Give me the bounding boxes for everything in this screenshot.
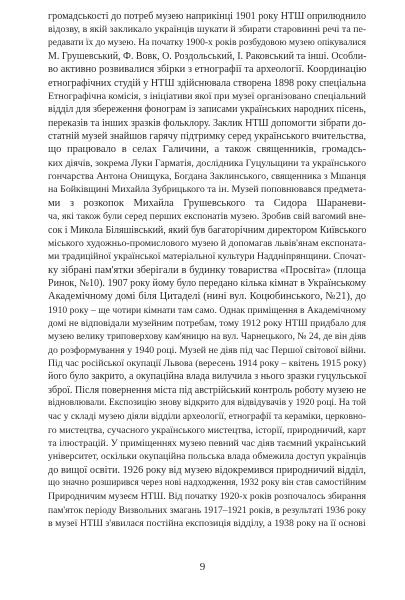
text-line: зброї. Після повернення міста під австрійський контроль роботу музею не: [48, 384, 367, 396]
text-line: в музеї НТШ з'явилася постійна експозиція відділу, а 1938 року на її основі: [48, 518, 366, 530]
text-line: музею велику триповерхову кам'яницю на вул. Чарнецького, № 24, де він діяв: [48, 331, 366, 343]
text-line: ку зібрані пам'ятки зберігали в будинку товариства «Просвіта» (площа: [48, 264, 366, 276]
body-text: [48, 10, 366, 530]
text-line: ми з розкопок Михайла Грушевського та Сидора Шараневи-: [48, 197, 366, 209]
text-line: гончарства Антона Онищука, Богдана Заклинського, священника з Мшанця: [48, 171, 366, 183]
text-line: що працювало в селах Галичини, а також священників, громадсь-: [48, 144, 366, 156]
text-line: до вищої освіти. 1926 року від музею відокремився природничий відділ,: [48, 464, 366, 476]
text-line: час у складі музею діяли відділи археології, етнографії та кераміки, церковно-: [48, 411, 366, 423]
text-line: університет, оскільки окупаційна польська влада обмежила доступ українців: [48, 451, 367, 463]
text-line: Ринок, №10). 1907 року йому було передано кілька кімнат в Українському: [48, 277, 366, 289]
text-line: 1910 року – ще чотири кімнати там само. Однак приміщення в Академічному: [48, 304, 366, 316]
text-line: етнографічних студій у НТШ здійснювала створена 1898 року спеціальна: [48, 77, 366, 89]
text-line: домі не відповідали музейним потребам, тому 1912 року НТШ придбало для: [48, 317, 366, 329]
page-number: 9: [199, 561, 206, 573]
text-line: його було закрито, а окупаційна влада вилучила з нього зразки гуцульської: [48, 371, 367, 383]
text-line: редавати їх до музею. На початку 1900-х років розбудовою музею опікувалися: [48, 37, 366, 48]
text-line: міського художньо-промислового музею й допомагав львів'янам експоната-: [48, 237, 366, 249]
text-line: переказів та інших зразків фольклору. Заклик НТШ допомогти зібрати до-: [48, 117, 366, 129]
text-line: до розформування у 1940 році. Музей не діяв під час Першої світової війни.: [48, 344, 366, 356]
text-line: відозву, в якій закликало українців шукати й збирати старовинні речі та пе-: [48, 24, 367, 36]
text-line: Академічному домі біля Цитаделі (нині вул. Коцюбинського, №21), до: [48, 291, 366, 303]
text-line: ми традиційної української матеріальної культури Наддніпрянщини. Спочат-: [48, 251, 366, 263]
text-line: ких діячів, зокрема Луки Гарматія, дослідника Гуцульщини та українського: [48, 157, 366, 169]
text-line: Етнографічна комісія, з ініціативи якої при музеї організовано спеціальний: [48, 91, 366, 103]
text-line: Під час російської окупації Львова (вересень 1914 року – квітень 1915 року): [48, 357, 366, 369]
text-line: та ілюстрацій. У приміщеннях музею певний час діяв таємний український: [48, 438, 366, 449]
text-line: Природничим музеєм НТШ. Від початку 1920-х років розпочалось збирання: [48, 491, 366, 503]
text-line: громадськості до потреб музею наприкінці 1901 року НТШ оприлюднило: [48, 11, 366, 22]
text-line: пам'яток періоду Визвольних змагань 1917–1921 років, в результаті 1936 року: [48, 504, 366, 516]
text-line: відділ для збереження фонограм із записами українських народних пісень,: [48, 104, 366, 116]
text-line: відновлювали. Експозицію знову відкрито для відвідувачів у 1920 році. На той: [48, 397, 366, 408]
text-line: на Бойківщині Михайла Зубрицького та ін. Музей поповнювався предмета-: [48, 184, 366, 196]
text-line: М. Грушевський, Ф. Вовк, О. Роздольський, І. Раковський та інші. Особли-: [48, 51, 367, 63]
text-line: го мистецтва, сучасного українського мистецтва, історії, природничий, карт: [48, 424, 367, 436]
text-line: сок і Микола Біляшівський, який був багаторічним директором Київського: [48, 224, 367, 236]
text-line: що значно розширився через нові надходження, 1932 року він став самостійним: [48, 478, 366, 489]
text-line: во активно розвивалися збірки з етнографії та археології. Координацію: [48, 64, 367, 76]
text-line: статній музей знайшов гарячу підтримку серед українського вчительства,: [48, 131, 366, 143]
text-line: ча, які також були серед перших експонатів музею. Зробив свій вагомий вне-: [48, 211, 366, 223]
